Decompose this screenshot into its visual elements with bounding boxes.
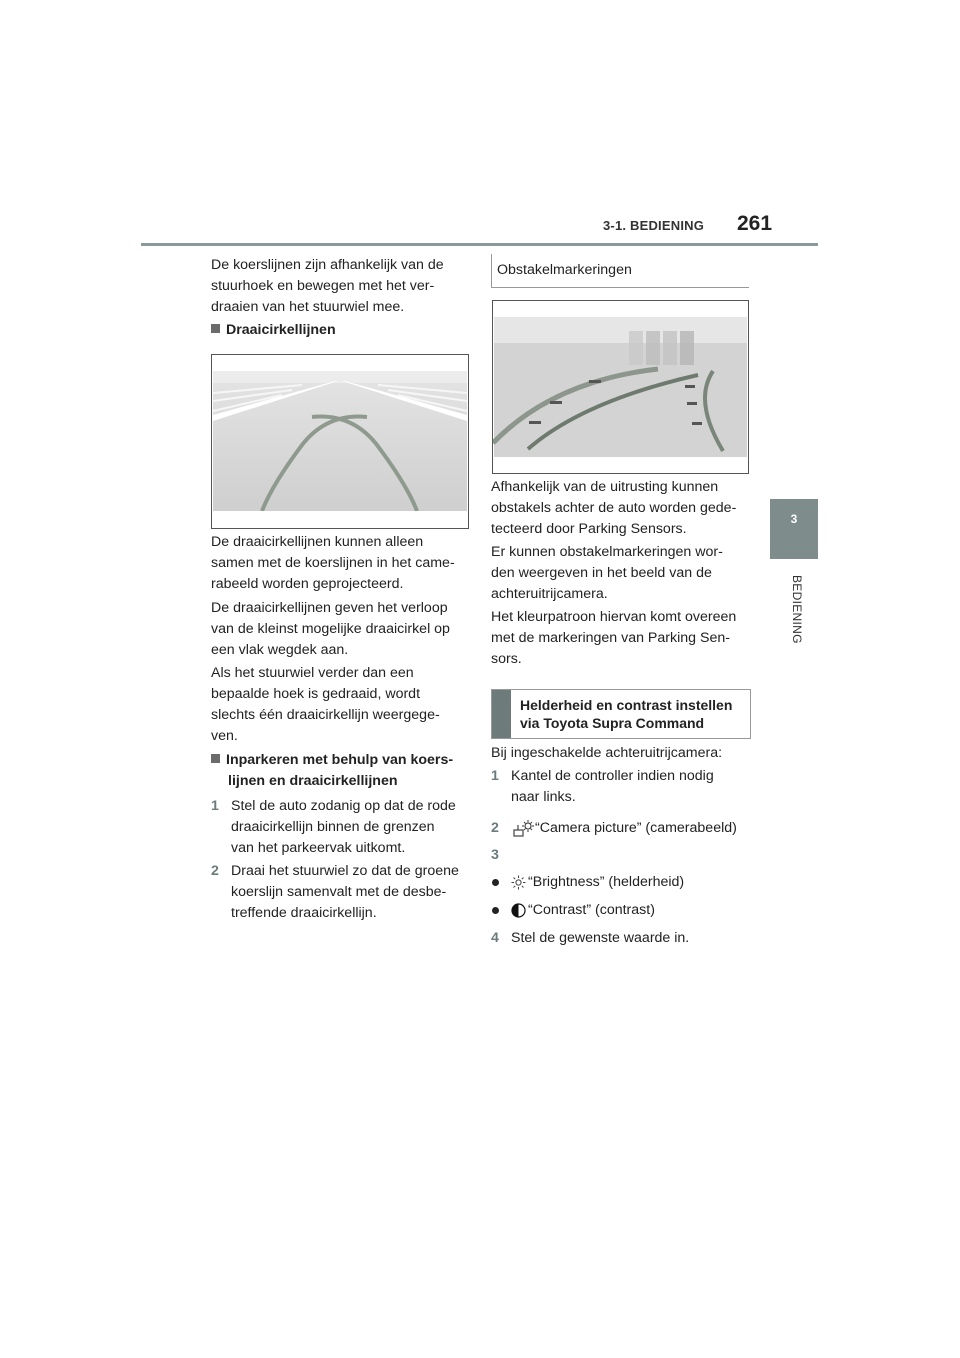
bullet-contrast: [491, 900, 751, 921]
text-line: met de markeringen van Parking Sen-: [491, 630, 730, 646]
chapter-label: BEDIENING: [790, 575, 804, 644]
text-line: tecteerd door Parking Sensors.: [491, 521, 687, 537]
text-line: bepaalde hoek is gedraaid, wordt: [211, 686, 421, 702]
figure-heading-box: [491, 254, 749, 288]
bullet-dot: [492, 879, 499, 886]
page-number: 261: [737, 212, 773, 235]
header-rule: [141, 243, 818, 246]
text-line: Stel de gewenste waarde in.: [511, 930, 690, 946]
figure-turning-lines: [211, 354, 469, 529]
chapter-number: 3: [790, 512, 798, 526]
step-number: 3: [491, 847, 499, 863]
intro-line: stuurhoek en bewegen met het ver-: [211, 278, 435, 294]
square-bullet-icon: [211, 754, 220, 763]
text-line: De draaicirkellijnen geven het verloop: [211, 600, 448, 616]
heading-line: Helderheid en contrast instellen: [520, 697, 733, 713]
text-line: den weergeven in het beeld van de: [491, 565, 712, 581]
right-step-4: [491, 928, 771, 949]
paragraph-1: [211, 532, 471, 595]
intro-line: draaien van het stuurwiel mee.: [211, 299, 405, 315]
heading-text: lijnen en draaicirkellijnen: [228, 773, 398, 789]
text-line: rabeeld worden geprojecteerd.: [211, 576, 404, 592]
step-number: 1: [211, 798, 219, 814]
text-line: treffende draaicirkellijn.: [231, 905, 377, 921]
text-line: van het parkeervak uitkomt.: [231, 840, 406, 856]
text-line: Als het stuurwiel verder dan een: [211, 665, 414, 681]
bullet-brightness: [491, 872, 751, 893]
paragraph-3: [211, 663, 471, 747]
bullet-text: “Brightness” (helderheid): [528, 874, 685, 890]
step-1: [211, 796, 486, 859]
heading-text: Draaicirkellijnen: [226, 322, 336, 338]
text-line: Afhankelijk van de uitrusting kunnen: [491, 479, 719, 495]
text-line: koerslijn samenvalt met de desbe-: [231, 884, 447, 900]
text-line: Kantel de controller indien nodig: [511, 768, 714, 784]
heading-line: via Toyota Supra Command: [520, 715, 705, 731]
right-paragraph-1: [491, 477, 753, 540]
section-heading: [520, 696, 732, 732]
right-step-1: [491, 766, 771, 808]
bullet-dot: [492, 907, 499, 914]
intro-paragraph: [211, 255, 471, 318]
text-line: De draaicirkellijnen kunnen alleen: [211, 534, 424, 550]
text-line: draaicirkellijn binnen de grenzen: [231, 819, 435, 835]
obstacle-markings-illustration: [493, 301, 748, 473]
text-line: van de kleinst mogelijke draaicirkel op: [211, 621, 450, 637]
lead-text: Bij ingeschakelde achteruitrijcamera:: [491, 745, 723, 761]
paragraph-2: [211, 598, 471, 661]
text-line: Het kleurpatroon hiervan komt overeen: [491, 609, 737, 625]
text-line: Er kunnen obstakelmarkeringen wor-: [491, 544, 723, 560]
step-number: 2: [211, 863, 219, 879]
section-heading-box: [491, 689, 751, 739]
brightness-icon: [511, 875, 526, 890]
section-title: 3-1. BEDIENING: [603, 218, 705, 233]
text-line: Stel de auto zodanig op dat de rode: [231, 798, 456, 814]
chapter-label-wrap: [768, 575, 820, 665]
text-line: achteruitrijcamera.: [491, 586, 608, 602]
right-paragraph-2: [491, 542, 753, 605]
intro-line: De koerslijnen zijn afhankelijk van de: [211, 257, 444, 273]
text-line: naar links.: [511, 789, 576, 805]
square-bullet-icon: [211, 324, 220, 333]
heading-draaicirkellijnen: [211, 320, 336, 341]
heading-text: Inparkeren met behulp van koers-: [226, 752, 454, 768]
bullet-text: “Contrast” (contrast): [528, 902, 655, 918]
turning-lines-illustration: [212, 355, 468, 528]
camera-settings-icon: [513, 819, 535, 837]
right-paragraph-3: [491, 607, 753, 670]
figure-obstacle-markings: [492, 300, 749, 474]
text-line: Draai het stuurwiel zo dat de groene: [231, 863, 459, 879]
figure-heading: Obstakelmarkeringen: [497, 262, 632, 278]
step-number: 2: [491, 820, 499, 836]
text-line: een vlak wegdek aan.: [211, 642, 349, 658]
text-line: “Camera picture” (camerabeeld): [535, 820, 737, 836]
chapter-tab: [770, 499, 818, 559]
text-line: slechts één draaicirkellijn weergege-: [211, 707, 440, 723]
contrast-icon: [511, 903, 526, 918]
step-number: 1: [491, 768, 499, 784]
text-line: samen met de koerslijnen in het came-: [211, 555, 455, 571]
text-line: obstakels achter de auto worden gede-: [491, 500, 737, 516]
right-step-2: [491, 818, 771, 839]
heading-accent-bar: [492, 690, 511, 738]
step-2: [211, 861, 486, 924]
step-number: 4: [491, 930, 499, 946]
text-line: sors.: [491, 651, 522, 667]
text-line: ven.: [211, 728, 238, 744]
heading-inparkeren: [211, 750, 471, 792]
